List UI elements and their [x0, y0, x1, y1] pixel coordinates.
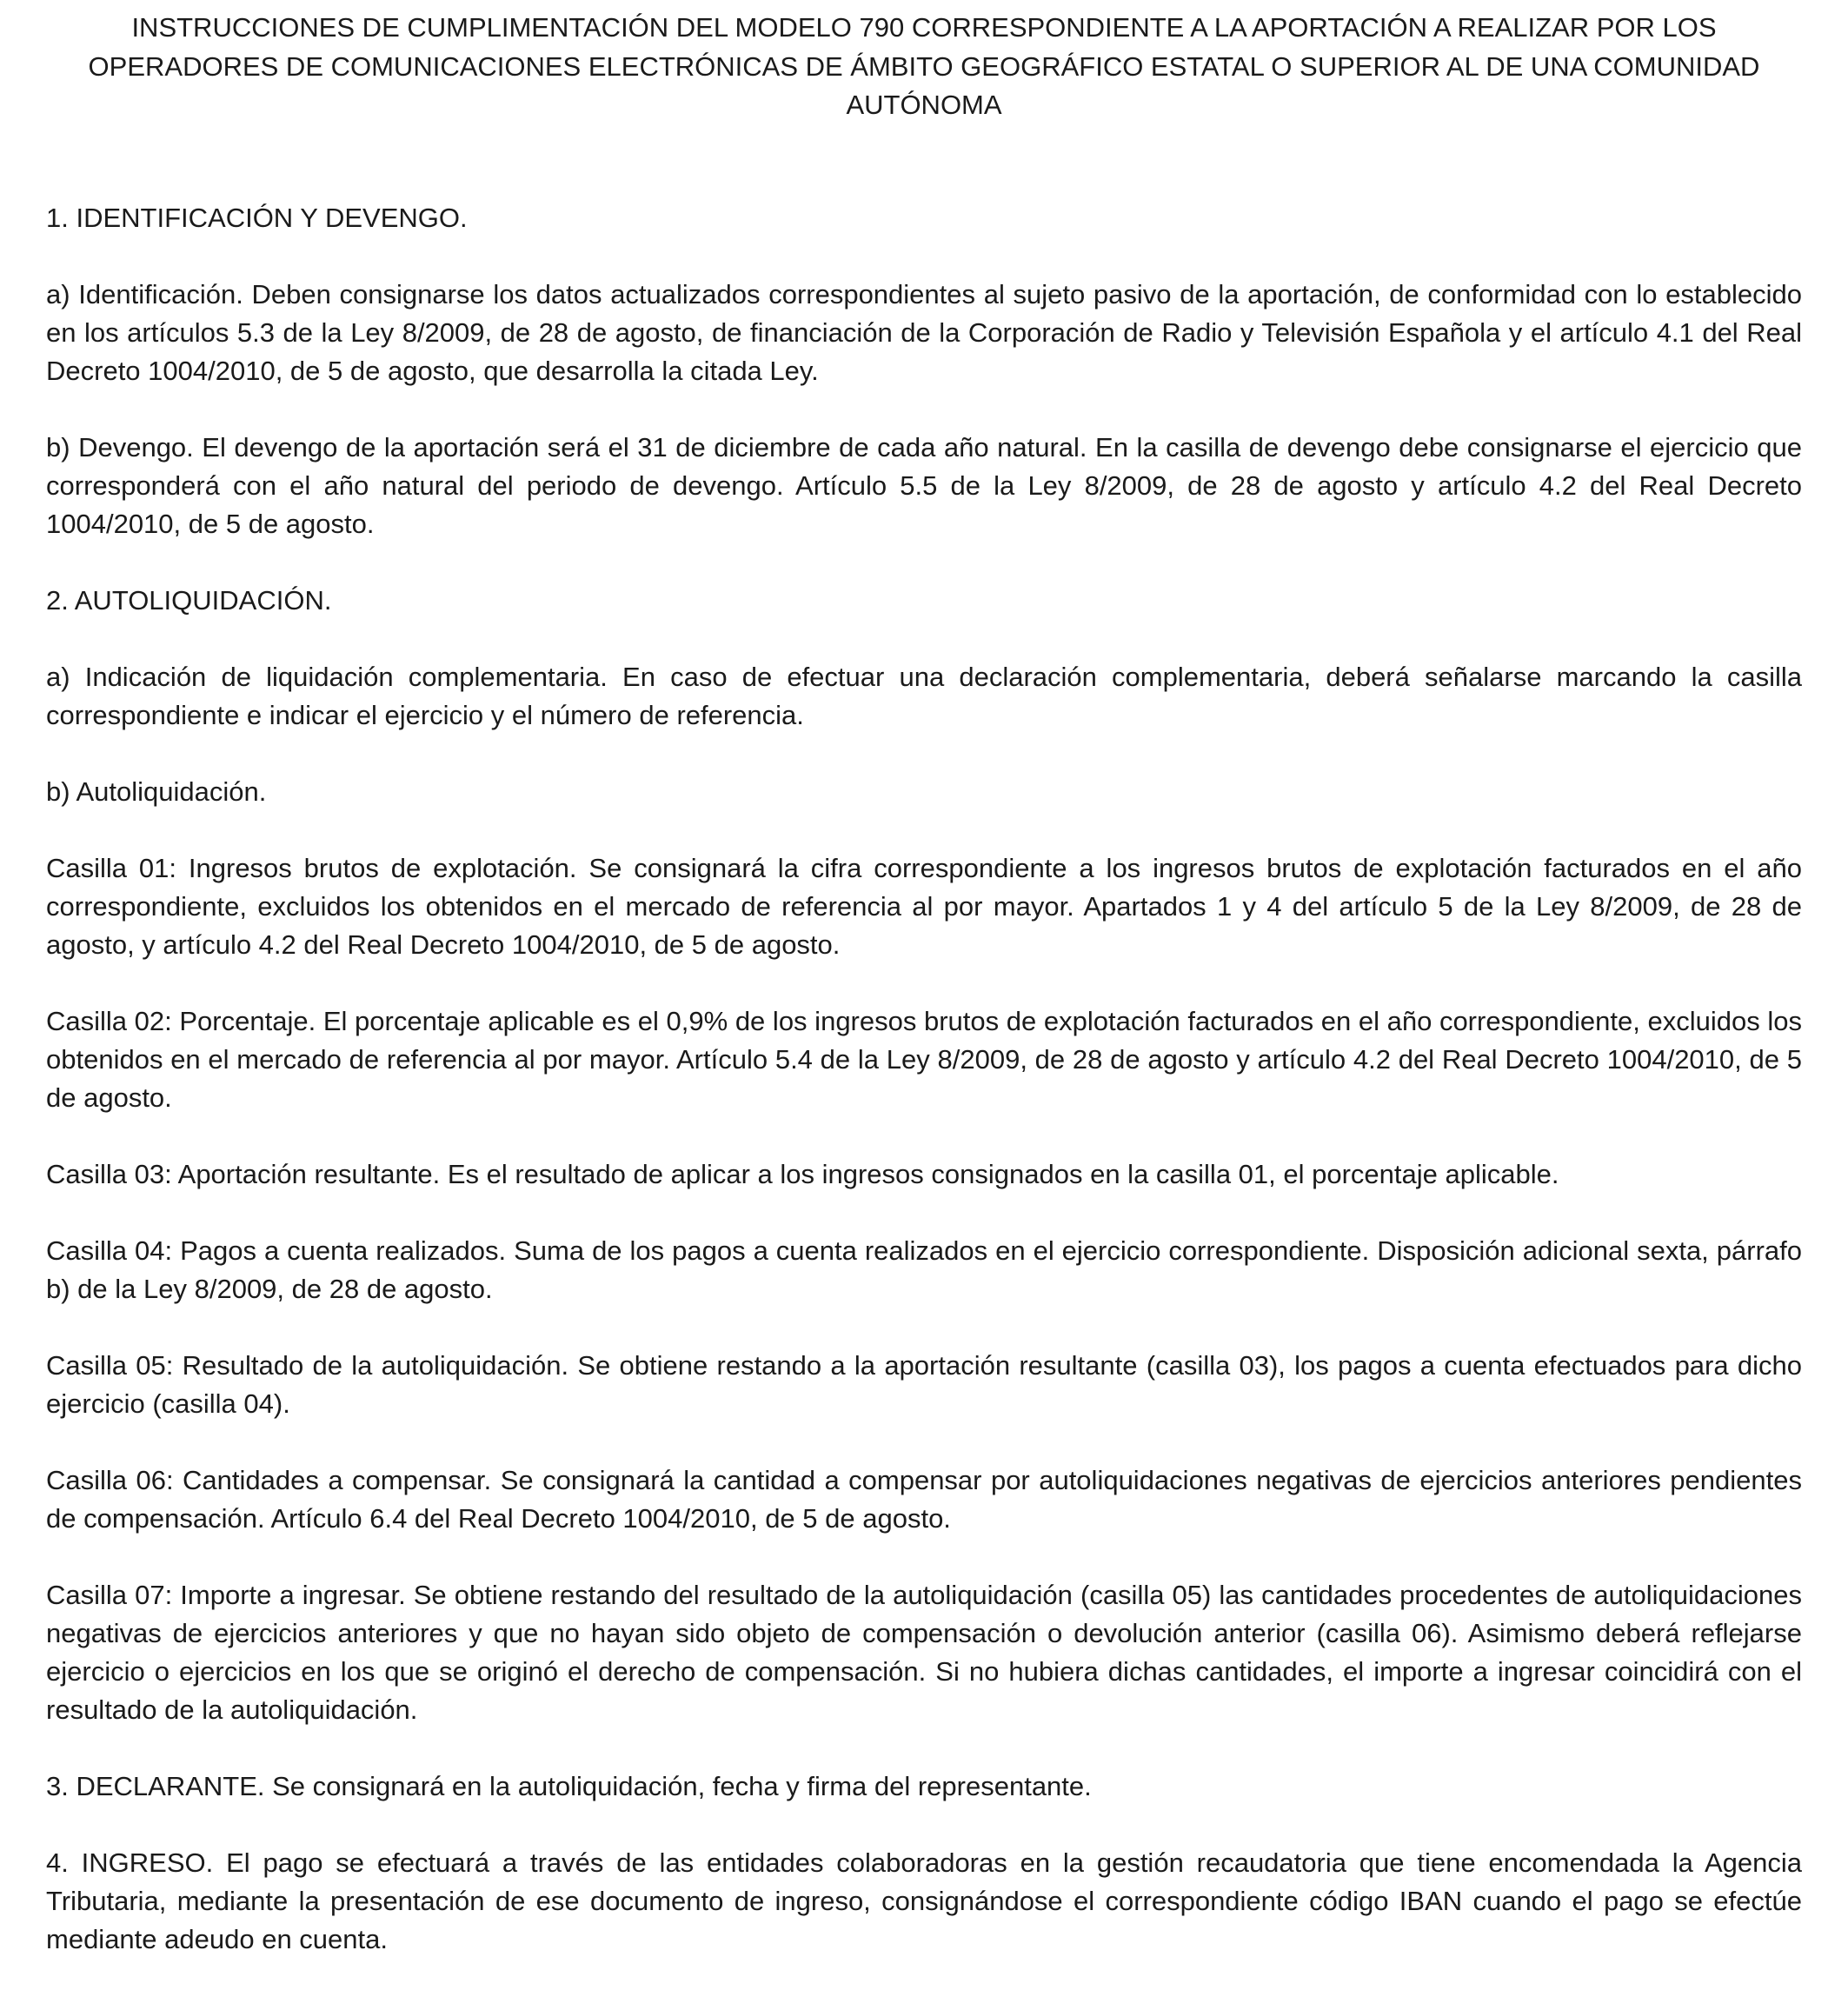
subheading-autoliquidacion: b) Autoliquidación. — [46, 776, 267, 807]
paragraph-casilla-04: Casilla 04: Pagos a cuenta realizados. Suma de los pagos a cuenta realizados en el ejercicio correspondiente. Disposición adicional sexta, párrafo b) de la Ley 8/2009, de 28 de agosto. — [46, 1235, 1802, 1304]
paragraph-devengo: b) Devengo. El devengo de la aportación será el 31 de diciembre de cada año natural. En la casilla de devengo debe consignarse el ejercicio que corresponderá con el año natural del periodo de devengo. Artículo 5.5 de la Ley 8/2009, de 28 de agosto y artículo 4.2 del Real Decreto 1004/2010, de 5 de agosto. — [46, 431, 1802, 539]
section-heading-identificacion: 1. IDENTIFICACIÓN Y DEVENGO. — [46, 202, 468, 233]
paragraph-declarante: 3. DECLARANTE. Se consignará en la autoliquidación, fecha y firma del representante. — [46, 1770, 1092, 1801]
document-body — [46, 199, 1802, 1959]
paragraph-casilla-02: Casilla 02: Porcentaje. El porcentaje aplicable es el 0,9% de los ingresos brutos de explotación facturados en el año correspondiente, excluidos los obtenidos en el mercado de referencia al por mayor. Artículo 5.4 de la Ley 8/2009, de 28 de agosto y artículo 4.2 del Real Decreto 1004/2010, de 5 de agosto. — [46, 1005, 1802, 1113]
document-title: INSTRUCCIONES DE CUMPLIMENTACIÓN DEL MODELO 790 CORRESPONDIENTE A LA APORTACIÓN A REALIZAR POR LOS OPERADORES DE COMUNICACIONES ELECTRÓNICAS DE ÁMBITO GEOGRÁFICO ESTATAL O SUPERIOR AL DE UNA COMUNIDAD AUTÓNOMA — [88, 12, 1760, 120]
paragraph-liquidacion-complementaria: a) Indicación de liquidación complementaria. En caso de efectuar una declaración complementaria, deberá señalarse marcando la casilla correspondiente e indicar el ejercicio y el número de referencia. — [46, 661, 1802, 730]
paragraph-casilla-06: Casilla 06: Cantidades a compensar. Se consignará la cantidad a compensar por autoliquidaciones negativas de ejercicios anteriores pendientes de compensación. Artículo 6.4 del Real Decreto 1004/2010, de 5 de agosto. — [46, 1464, 1802, 1534]
paragraph-casilla-07: Casilla 07: Importe a ingresar. Se obtiene restando del resultado de la autoliquidación (casilla 05) las cantidades procedentes de autoliquidaciones negativas de ejercicios anteriores y que no hayan sido objeto de compensación o devolución anterior (casilla 06). Asimismo deberá reflejarse ejercicio o ejercicios en los que se originó el derecho de compensación. Si no hubiera dichas cantidades, el importe a ingresar coincidirá con el resultado de la autoliquidación. — [46, 1579, 1802, 1725]
document-page — [46, 9, 1802, 1997]
paragraph-casilla-05: Casilla 05: Resultado de la autoliquidación. Se obtiene restando a la aportación resultante (casilla 03), los pagos a cuenta efectuados para dicho ejercicio (casilla 04). — [46, 1349, 1802, 1419]
section-heading-autoliquidacion: 2. AUTOLIQUIDACIÓN. — [46, 584, 332, 616]
paragraph-casilla-03: Casilla 03: Aportación resultante. Es el resultado de aplicar a los ingresos consignados en la casilla 01, el porcentaje aplicable. — [46, 1158, 1559, 1189]
paragraph-ingreso: 4. INGRESO. El pago se efectuará a través de las entidades colaboradoras en la gestión recaudatoria que tiene encomendada la Agencia Tributaria, mediante la presentación de ese documento de ingreso, consignándose el correspondiente código IBAN cuando el pago se efectúe mediante adeudo en cuenta. — [46, 1847, 1802, 1954]
paragraph-identificacion: a) Identificación. Deben consignarse los datos actualizados correspondientes al sujeto pasivo de la aportación, de conformidad con lo establecido en los artículos 5.3 de la Ley 8/2009, de 28 de agosto, de financiación de la Corporación de Radio y Televisión Española y el artículo 4.1 del Real Decreto 1004/2010, de 5 de agosto, que desarrolla la citada Ley. — [46, 278, 1802, 386]
paragraph-casilla-01: Casilla 01: Ingresos brutos de explotación. Se consignará la cifra correspondiente a los ingresos brutos de explotación facturados en el año correspondiente, excluidos los obtenidos en el mercado de referencia al por mayor. Apartados 1 y 4 del artículo 5 de la Ley 8/2009, de 28 de agosto, y artículo 4.2 del Real Decreto 1004/2010, de 5 de agosto. — [46, 852, 1802, 960]
